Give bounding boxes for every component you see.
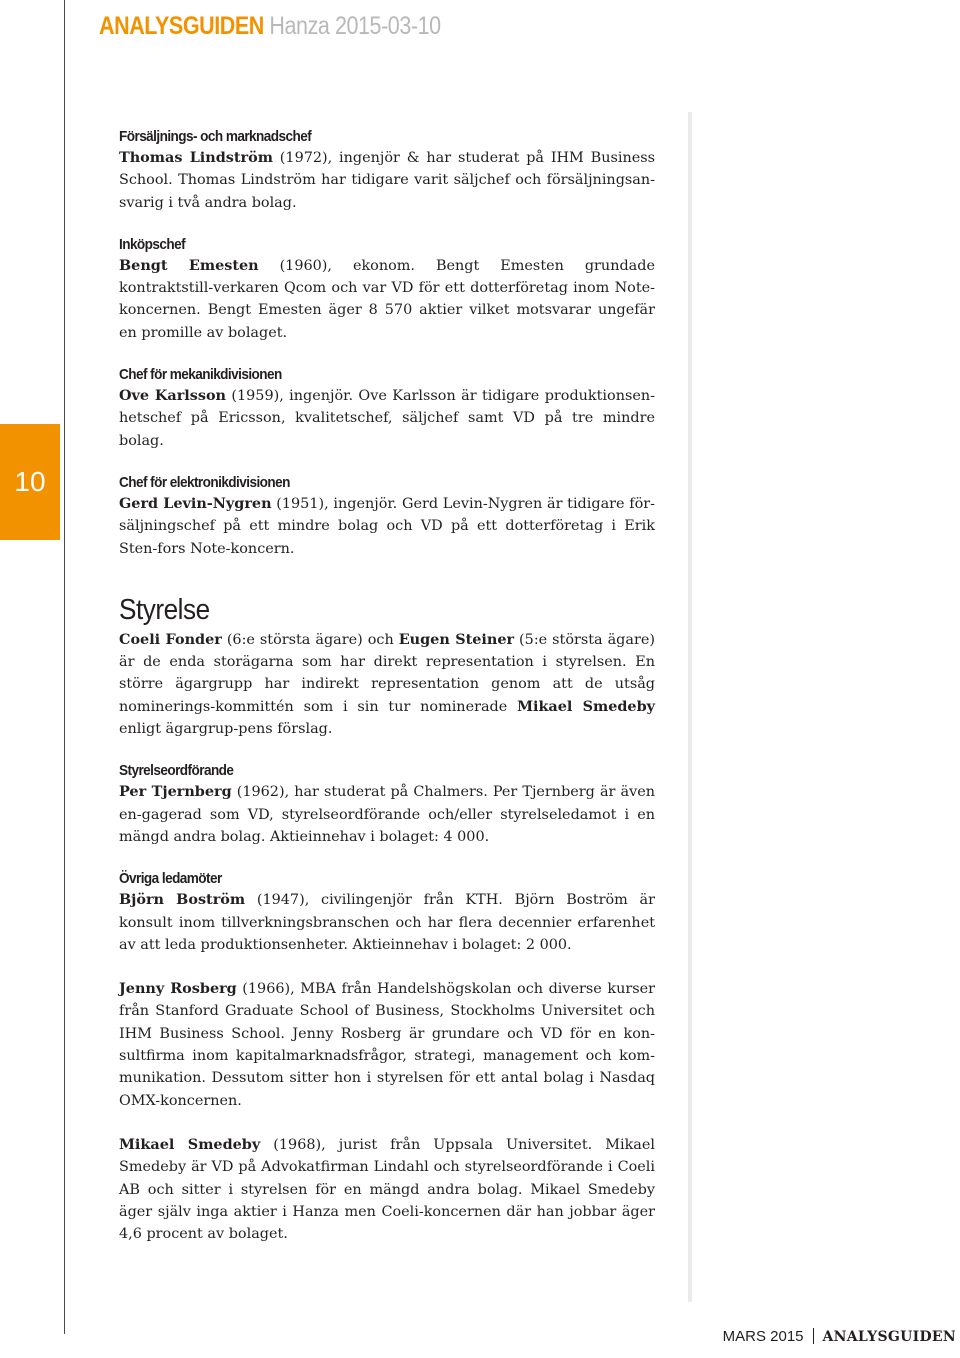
chairman-heading: Styrelseordförande xyxy=(119,763,234,780)
sales-text: (1972), ingenjör & har studerat på IHM Business xyxy=(272,150,656,166)
member-text: (1947), civilingenjör från KTH. Björn Boström är konsult xyxy=(119,892,655,931)
right-column-rule xyxy=(688,112,692,1302)
member-text: IHM Business School. Jenny Rosberg är grundare och VD för en kon- xyxy=(119,1025,655,1042)
electronics-text: säljningschef på ett mindre bolag och VD på ett dotterföretag i Erik Sten- xyxy=(119,518,655,557)
electronics-text: (1951), ingenjör. Gerd Levin-Nygren är tidigare för- xyxy=(271,495,655,512)
page-footer xyxy=(723,1328,956,1345)
sales-text: School. Thomas Lindström har tidigare varit säljchef och försäljningsan- xyxy=(119,172,655,189)
page-header xyxy=(99,12,441,41)
page-number-tab xyxy=(0,424,60,540)
mechanics-heading: Chef för mekanikdivisionen xyxy=(119,367,282,384)
purchasing-heading: Inköpschef xyxy=(119,236,186,253)
member-text: från Stanford Graduate School of Business, Stockholms Universitet och xyxy=(119,1003,655,1020)
electronics-name: Gerd Levin-Nygren xyxy=(119,494,272,512)
mechanics-text: (1959), ingenjör. Ove Karlsson är tidigare produktionsen- xyxy=(226,388,655,405)
members-smedeby xyxy=(119,1134,655,1245)
board-text: de enda storägarna som har direkt representation i styrelsen. En större xyxy=(119,654,656,693)
purchasing-text: Bengt Emesten äger 8 570 aktier vilket motsvarar ungefär en promille av xyxy=(119,302,656,341)
board-text: kommittén som i sin tur nominerade xyxy=(215,698,518,715)
board-text: (5:e största ägare) är xyxy=(119,631,655,671)
sales-heading: Försäljnings- och marknadschef xyxy=(119,129,312,145)
board-section xyxy=(119,629,655,740)
electronics-text: fors Note-koncern. xyxy=(157,540,295,557)
board-title: Styrelse xyxy=(119,593,210,626)
member-text: leda produktionsenheter. Aktieinnehav i bolaget: 2 000. xyxy=(165,936,572,953)
left-margin-rule xyxy=(64,0,65,1334)
sales-section xyxy=(119,128,655,214)
purchasing-section xyxy=(119,236,655,344)
members-bostrom xyxy=(119,870,655,956)
page-number: 10 xyxy=(14,466,46,497)
board-name-coeli: Coeli Fonder xyxy=(119,630,222,648)
member-text: (1966), MBA från Handelshögskolan och diverse kurser xyxy=(236,981,655,998)
header-brand: ANALYSGUIDEN xyxy=(99,12,264,40)
member-name-rosberg: Jenny Rosberg xyxy=(119,980,237,998)
member-name-bostrom: Björn Boström xyxy=(119,891,246,909)
board-text: (6:e största ägare) och xyxy=(221,631,399,648)
footer-brand: ANALYSGUIDEN xyxy=(822,1329,956,1345)
chairman-name: Per Tjernberg xyxy=(119,783,232,801)
purchasing-text: bolaget. xyxy=(227,324,288,341)
member-text: inom tillverkningsbranschen och har flera decennier erfarenhet av att xyxy=(119,914,655,953)
mechanics-name: Ove Karlsson xyxy=(119,387,227,405)
board-text: enligt ägargrup- xyxy=(119,721,239,738)
board-name-steiner: Eugen Steiner xyxy=(398,630,515,648)
mechanics-text: hetschef på Ericsson, kvalitetschef, säljchef samt VD på tre mindre bolag. xyxy=(119,410,655,449)
member-text: bolaget. xyxy=(228,1226,288,1243)
member-text: sitter i styrelsen för en mängd andra bolag. Mikael Smedeby äger själv inga xyxy=(119,1181,656,1220)
chairman-text: andra bolag. Aktieinnehav i bolaget: 4 000. xyxy=(173,828,490,845)
chairman-text: gagerad som VD, styrelseordförande och/eller styrelseledamot i en mängd xyxy=(119,806,655,845)
members-rosberg xyxy=(119,978,655,1112)
board-name-smedeby: Mikael Smedeby xyxy=(517,697,655,715)
board-text: ägargrupp har indirekt representation genom att de utsåg nominerings- xyxy=(119,676,656,715)
members-heading: Övriga ledamöter xyxy=(119,871,222,888)
sales-name: Thomas Lindström xyxy=(119,149,273,166)
footer-month: MARS 2015 xyxy=(722,1328,804,1345)
chairman-section xyxy=(119,762,655,848)
purchasing-name: Bengt Emesten xyxy=(119,256,259,274)
electronics-heading: Chef för elektronikdivisionen xyxy=(119,474,290,491)
member-text: munikation. Dessutom sitter hon i styrelsen för ett antal bolag i Nasdaq xyxy=(119,1070,655,1087)
board-text: pens förslag. xyxy=(238,721,333,738)
member-text: aktier i Hanza men Coeli-koncernen där han jobbar äger 4,6 procent av xyxy=(119,1203,656,1243)
mechanics-section xyxy=(119,366,655,452)
footer-divider xyxy=(813,1328,814,1344)
sales-text: svarig i två andra bolag. xyxy=(119,194,297,211)
article-body xyxy=(119,128,655,1245)
purchasing-text: (1960), ekonom. Bengt Emesten grundade kontraktstill- xyxy=(119,257,655,297)
purchasing-text: verkaren Qcom och var VD för ett dotterföretag inom Note-koncernen. xyxy=(119,280,655,319)
member-text: (1968), jurist från Uppsala Universitet. Mikael Smedeby xyxy=(119,1136,655,1176)
member-name-smedeby: Mikael Smedeby xyxy=(119,1135,261,1153)
member-text: OMX-koncernen. xyxy=(119,1092,242,1109)
header-issue: Hanza 2015-03-10 xyxy=(269,12,441,40)
electronics-section xyxy=(119,474,655,560)
member-text: sultfirma inom kapitalmarknadsfrågor, strategi, management och kom- xyxy=(119,1048,655,1065)
chairman-text: (1962), har studerat på Chalmers. Per Tjernberg är även en- xyxy=(119,784,655,823)
member-text: är VD på Advokatfirman Lindahl och styrelseordförande i Coeli AB och xyxy=(119,1159,655,1198)
